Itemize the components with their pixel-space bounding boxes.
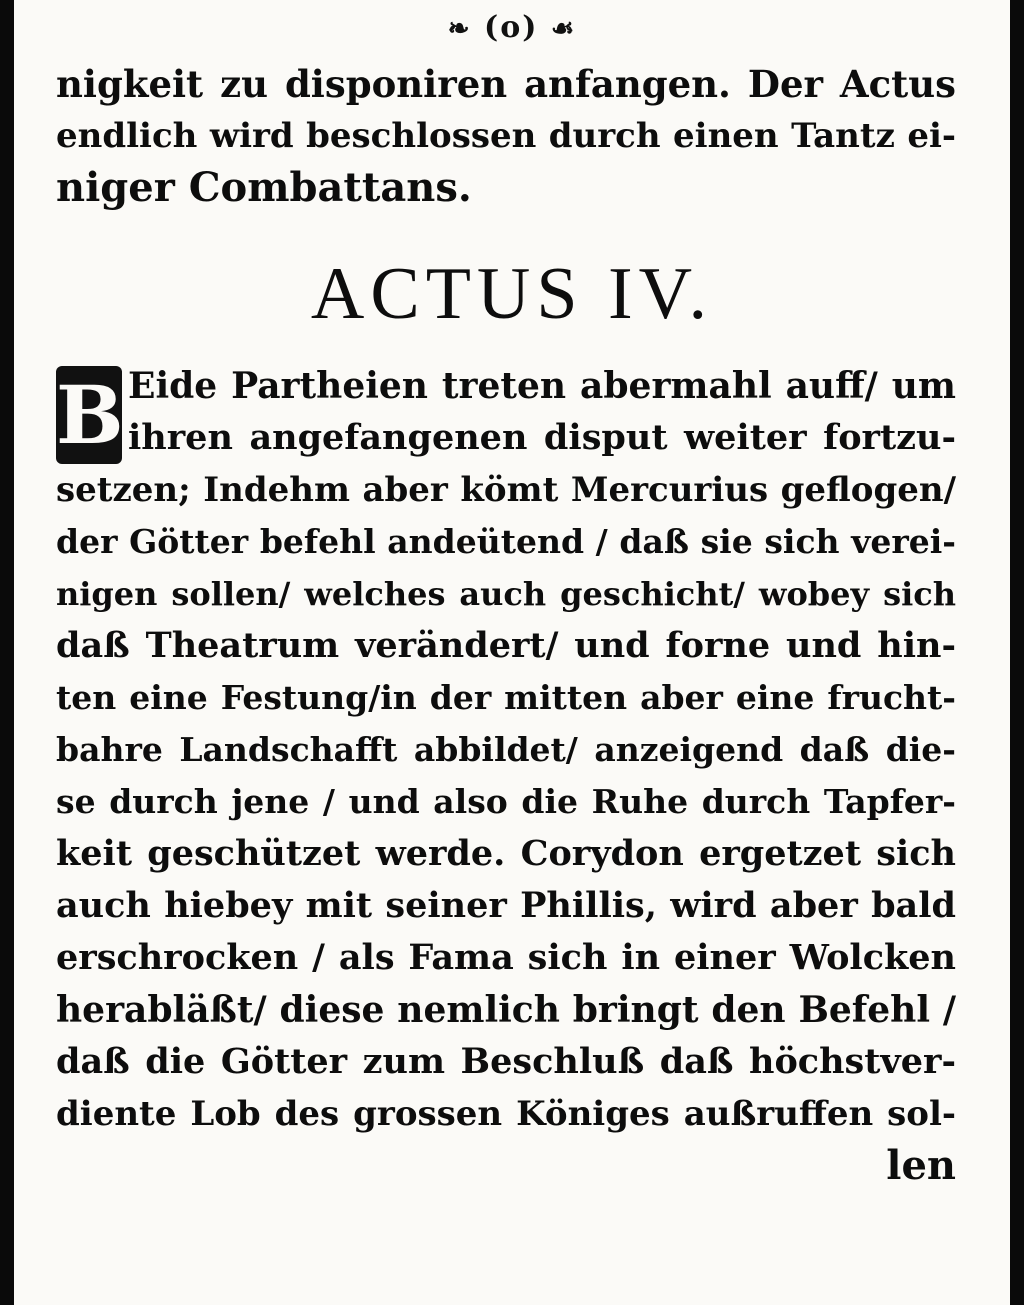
scan-border-right (1010, 0, 1024, 1305)
text-line: setzen; Indehm aber kömt Mercurius geflogen/ (56, 470, 956, 510)
text-line: der Götter befehl andeütend / daß sie sich verei- (56, 522, 956, 561)
text-line: se durch jene / und also die Ruhe durch Tapfer- (56, 782, 956, 821)
text-line: nigkeit zu disponiren anfangen. Der Actus (56, 62, 956, 106)
text-line: herabläßt/ diese nemlich bringt den Befehl / (56, 989, 956, 1031)
text-line: keit geschützet werde. Corydon ergetzet sich (56, 833, 956, 874)
text-line: auch hiebey mit seiner Phillis, wird aber bald (56, 885, 956, 926)
text-line: erschrocken / als Fama sich in einer Wolcken (56, 937, 956, 978)
drop-cap-initial: B (56, 368, 124, 462)
body-paragraph (56, 360, 956, 1192)
text-line: bahre Landschafft abbildet/ anzeigend daß die- (56, 730, 956, 769)
text-line: daß die Götter zum Beschluß daß höchstver- (56, 1041, 956, 1082)
text-line: nigen sollen/ welches auch geschicht/ wobey sich (56, 575, 956, 613)
scan-border-left (0, 0, 14, 1305)
text-line: Eide Partheien treten abermahl auff/ um (128, 365, 956, 407)
ornament-left-icon: ❧ (447, 14, 472, 44)
text-line: endlich wird beschlossen durch einen Tantz ei- (56, 116, 956, 156)
page-header (0, 10, 1024, 45)
text-line: diente Lob des grossen Königes außruffen sol- (56, 1094, 956, 1134)
text-line: len (886, 1142, 956, 1189)
text-line: ihren angefangenen disput weiter fortzu- (128, 417, 956, 458)
text-line: ten eine Festung/in der mitten aber eine frucht- (56, 678, 956, 717)
ornament-right-icon: ☙ (550, 14, 577, 44)
text-line: niger Combattans. (56, 164, 472, 211)
text-line: daß Theatrum verändert/ und forne und hin- (56, 625, 956, 666)
intro-paragraph (56, 58, 956, 214)
section-title: ACTUS IV. (310, 253, 714, 335)
page-number: (o) (484, 10, 539, 45)
